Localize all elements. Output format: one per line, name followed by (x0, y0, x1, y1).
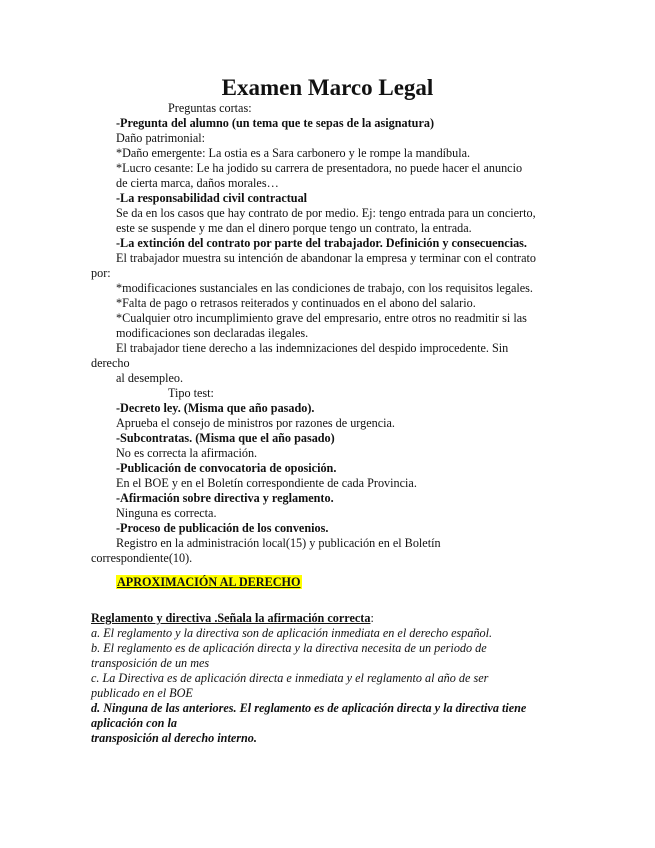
option-a: a. El reglamento y la directiva son de aplicación inmediata en el derecho español. (91, 626, 493, 640)
text-line: Registro en la administración local(15) y publicación en el Boletín (116, 536, 441, 550)
question-heading: -Decreto ley. (Misma que año pasado). (116, 401, 315, 415)
question-heading: -Afirmación sobre directiva y reglamento. (116, 491, 334, 505)
text-line: este se suspende y me dan el dinero porque tengo un contrato, la entrada. (116, 221, 472, 235)
text-line: Ninguna es correcta. (116, 506, 217, 520)
text-line: Se da en los casos que hay contrato de por medio. Ej: tengo entrada para un concierto, (116, 206, 536, 220)
text-line: El trabajador tiene derecho a las indemnizaciones del despido improcedente. Sin (116, 341, 509, 355)
question-heading: -Proceso de publicación de los convenios. (116, 521, 329, 535)
text-line: al desempleo. (116, 371, 184, 385)
text-line: *Lucro cesante: Le ha jodido su carrera de presentadora, no puede hacer el anuncio (116, 161, 523, 175)
option-d-continued: aplicación con la (91, 716, 177, 730)
question-heading: -Subcontratas. (Misma que el año pasado) (116, 431, 335, 445)
text-line: En el BOE y en el Boletín correspondiente de cada Provincia. (116, 476, 417, 490)
text-line: No es correcta la afirmación. (116, 446, 258, 460)
short-questions-label: Preguntas cortas: (168, 101, 252, 115)
section-heading-text: APROXIMACIÓN AL DERECHO (117, 575, 301, 589)
option-b: b. El reglamento es de aplicación directa y la directiva necesita de un periodo de (91, 641, 487, 655)
question-colon: : (370, 611, 374, 625)
text-line: por: (91, 266, 111, 280)
text-line: *Daño emergente: La ostia es a Sara carbonero y le rompe la mandíbula. (116, 146, 471, 160)
section-heading (116, 575, 302, 590)
text-line: *Cualquier otro incumplimiento grave del empresario, entre otros no readmitir si las (116, 311, 527, 325)
text-line: modificaciones son declaradas ilegales. (116, 326, 309, 340)
question-title: Reglamento y directiva .Señala la afirmación correcta (91, 611, 371, 625)
text-line: *Falta de pago o retrasos reiterados y continuados en el abono del salario. (116, 296, 476, 310)
question-heading: -Publicación de convocatoria de oposición. (116, 461, 337, 475)
option-c-continued: publicado en el BOE (91, 686, 193, 700)
text-line: Daño patrimonial: (116, 131, 206, 145)
text-line: correspondiente(10). (91, 551, 193, 565)
multiple-choice-question (91, 611, 374, 626)
text-line: Aprueba el consejo de ministros por razones de urgencia. (116, 416, 395, 430)
page-title: Examen Marco Legal (221, 75, 434, 100)
option-d-continued: transposición al derecho interno. (91, 731, 257, 745)
text-line: El trabajador muestra su intención de abandonar la empresa y terminar con el contrato (116, 251, 536, 265)
text-line: *modificaciones sustanciales en las condiciones de trabajo, con los requisitos legales. (116, 281, 533, 295)
text-line: derecho (91, 356, 130, 370)
question-heading: -La responsabilidad civil contractual (116, 191, 308, 205)
question-heading: -La extinción del contrato por parte del trabajador. Definición y consecuencias. (116, 236, 527, 250)
option-b-continued: transposición de un mes (91, 656, 210, 670)
test-type-label: Tipo test: (168, 386, 214, 400)
option-c: c. La Directiva es de aplicación directa e inmediata y el reglamento al año de ser (91, 671, 489, 685)
text-line: de cierta marca, daños morales… (116, 176, 279, 190)
question-heading: -Pregunta del alumno (un tema que te sepas de la asignatura) (116, 116, 435, 130)
option-d: d. Ninguna de las anteriores. El reglamento es de aplicación directa y la directiva tiene (91, 701, 527, 715)
